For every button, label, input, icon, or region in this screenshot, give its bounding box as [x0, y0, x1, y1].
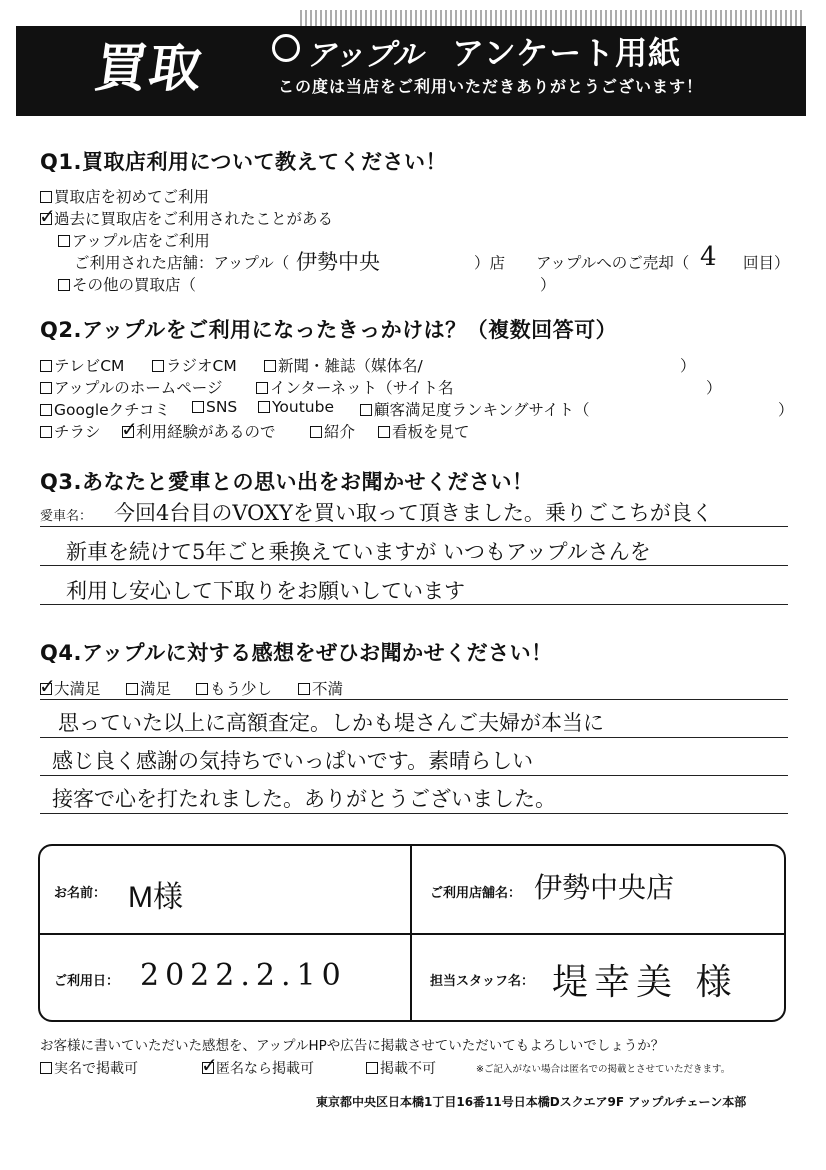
q3-rule-1 — [40, 526, 788, 527]
q1-title: Q1.買取店利用について教えてください！ — [40, 150, 448, 174]
q4-title: Q4.アップルに対する感想をぜひお聞かせください！ — [40, 641, 553, 665]
q2-title: Q2.アップルをご利用になったきっかけは？（複数回答可） — [40, 318, 618, 342]
q2-signboard-label: 看板を見て — [392, 423, 470, 441]
q4-unsatisfied-label: 不満 — [312, 680, 344, 698]
q2-newspaper-label: 新聞・雑誌（媒体名/ — [278, 357, 423, 375]
q4-answer-line2[interactable]: 感じ良く感謝の気持ちでいっぱいです。素晴らしい — [52, 749, 534, 773]
q1-count-value[interactable]: 4 — [700, 242, 717, 272]
checkbox-signboard[interactable] — [378, 426, 390, 438]
checkbox-experience[interactable] — [121, 417, 138, 441]
apple-logo-text: アップル — [306, 38, 423, 73]
name-label: お名前： — [54, 886, 107, 901]
q4-satisfied-label: 満足 — [140, 680, 172, 698]
anonymous-label: 匿名なら掲載可 — [216, 1061, 314, 1077]
survey-title: アンケート用紙 — [452, 34, 682, 72]
q4-rule-0 — [40, 699, 788, 700]
q2-option-experience[interactable] — [121, 417, 276, 442]
q3-answer-line3[interactable]: 利用し安心して下取りをお願いしています — [66, 579, 465, 603]
checkbox-tvcm[interactable] — [40, 360, 52, 372]
q1-option-first[interactable] — [40, 185, 209, 207]
check-mark-icon: ✓ — [121, 417, 138, 441]
q2-option-newspaper[interactable] — [264, 354, 423, 376]
q3-car-label: 愛車名： — [40, 509, 93, 524]
q2-homepage-label: アップルのホームページ — [54, 379, 223, 397]
kaitori-heading: 買取 — [91, 39, 208, 99]
q2-google-label: Googleクチコミ — [54, 401, 171, 419]
q1-option-apple-label: アップル店をご利用 — [72, 232, 210, 250]
q2-option-tvcm[interactable] — [40, 354, 124, 376]
name-value[interactable]: M様 — [128, 881, 183, 914]
q2-option-sns[interactable] — [192, 398, 237, 416]
apple-logo-icon — [272, 34, 300, 62]
q4-option-unsatisfied[interactable] — [298, 677, 343, 699]
checkbox-apple[interactable] — [58, 235, 70, 247]
q1-option-other-label: その他の買取店（ — [72, 276, 197, 294]
q1-count-suffix: 回目） — [743, 254, 790, 272]
footer-address: 東京都中央区日本橋1丁目16番11号日本橋Dスクエア9F アップルチェーン本部 — [316, 1095, 747, 1109]
checkbox-satisfied[interactable] — [126, 683, 138, 695]
q1-option-other[interactable] — [58, 273, 196, 295]
q2-option-flyer[interactable] — [40, 420, 101, 442]
checkbox-real-name[interactable] — [40, 1062, 52, 1074]
q2-option-homepage[interactable] — [40, 376, 223, 398]
checkbox-radiocm[interactable] — [152, 360, 164, 372]
q2-internet-label: インターネット（サイト名 — [270, 379, 454, 397]
q4-rule-3 — [40, 813, 788, 814]
checkbox-google[interactable] — [40, 404, 52, 416]
checkbox-youtube[interactable] — [258, 401, 270, 413]
q2-referral-label: 紹介 — [324, 423, 356, 441]
q2-tvcm-label: テレビCM — [54, 357, 125, 375]
q1-option-first-label: 買取店を初めてご利用 — [54, 188, 210, 206]
publish-question: お客様に書いていただいた感想を、アップルHPや広告に掲載させていただいてもよろしいでしょうか？ — [40, 1038, 665, 1054]
q4-answer-line3[interactable]: 接客で心を打たれました。ありがとうございました。 — [52, 787, 556, 811]
publish-option-anonymous[interactable] — [201, 1053, 314, 1078]
check-mark-icon: ✓ — [39, 674, 56, 698]
checkbox-sns[interactable] — [192, 401, 204, 413]
store-name-value[interactable]: 伊勢中央店 — [534, 871, 675, 904]
q1-count-label: アップルへのご売却（ — [536, 254, 690, 272]
staff-value[interactable]: 堤幸美 様 — [552, 962, 738, 1003]
q2-ranking-close: ） — [778, 401, 794, 419]
q2-option-youtube[interactable] — [258, 398, 334, 416]
real-name-label: 実名で掲載可 — [54, 1061, 138, 1077]
q1-other-close: ） — [540, 276, 556, 294]
q2-option-google[interactable] — [40, 398, 170, 420]
q1-option-apple[interactable] — [58, 229, 210, 251]
q1-option-past[interactable] — [39, 204, 334, 229]
thanks-message: この度は当店をご利用いただきありがとうございます！ — [278, 77, 704, 96]
q1-store-suffix: ）店 — [474, 254, 506, 272]
q4-option-little-more[interactable] — [196, 677, 272, 699]
checkbox-anonymous[interactable] — [201, 1053, 218, 1077]
checkbox-little-more[interactable] — [196, 683, 208, 695]
store-name-label: ご利用店舗名： — [430, 886, 522, 901]
q2-radiocm-label: ラジオCM — [166, 357, 237, 375]
checkbox-flyer[interactable] — [40, 426, 52, 438]
checkbox-first[interactable] — [40, 191, 52, 203]
check-mark-icon: ✓ — [39, 204, 56, 228]
q2-experience-label: 利用経験があるので — [136, 423, 276, 441]
q1-option-past-label: 過去に買取店をご利用されたことがある — [54, 210, 334, 228]
publish-option-none[interactable] — [366, 1058, 436, 1078]
checkbox-newspaper[interactable] — [264, 360, 276, 372]
publish-note: ※ご記入がない場合は匿名での掲載とさせていただきます。 — [476, 1064, 731, 1075]
q4-option-very-satisfied[interactable] — [39, 674, 101, 699]
q1-store-label: ご利用された店舗：アップル（ — [74, 254, 290, 272]
q4-answer-line1[interactable]: 思っていた以上に高額査定。しかも堤さんご夫婦が本当に — [58, 711, 604, 735]
q2-internet-close: ） — [706, 379, 722, 397]
q2-youtube-label: Youtube — [272, 398, 334, 416]
q2-ranking-label: 顧客満足度ランキングサイト（ — [374, 401, 590, 419]
q3-rule-3 — [40, 604, 788, 605]
checkbox-very-satisfied[interactable] — [39, 674, 56, 698]
q2-option-internet[interactable] — [256, 376, 454, 398]
card-divider-horizontal — [38, 933, 786, 935]
no-publish-label: 掲載不可 — [380, 1061, 436, 1077]
q2-flyer-label: チラシ — [54, 423, 101, 441]
checkbox-referral[interactable] — [310, 426, 322, 438]
q3-rule-2 — [40, 565, 788, 566]
checkbox-internet[interactable] — [256, 382, 268, 394]
publish-option-real-name[interactable] — [40, 1058, 138, 1078]
q3-answer-line2[interactable]: 新車を続けて5年ごと乗換えていますが いつもアップルさんを — [66, 540, 651, 564]
checkbox-ranking[interactable] — [360, 404, 372, 416]
date-label: ご利用日： — [54, 974, 120, 989]
q4-rule-1 — [40, 737, 788, 738]
checkbox-homepage[interactable] — [40, 382, 52, 394]
date-value[interactable]: 2022.2.10 — [140, 958, 347, 993]
checkbox-no-publish[interactable] — [366, 1062, 378, 1074]
staff-label: 担当スタッフ名： — [430, 974, 535, 989]
checkbox-other[interactable] — [58, 279, 70, 291]
check-mark-icon: ✓ — [201, 1053, 218, 1077]
q4-option-satisfied[interactable] — [126, 677, 171, 699]
q1-store-value[interactable]: 伊勢中央 — [296, 250, 380, 274]
q4-little-more-label: もう少し — [210, 680, 273, 698]
checkbox-past[interactable] — [39, 204, 56, 228]
q2-option-ranking[interactable] — [360, 398, 589, 420]
q3-answer-line1[interactable]: 今回4台目のVOXYを買い取って頂きました。乗りごこちが良く — [114, 501, 713, 525]
q4-rule-2 — [40, 775, 788, 776]
q2-option-radiocm[interactable] — [152, 354, 237, 376]
q2-option-referral[interactable] — [310, 420, 355, 442]
checkbox-unsatisfied[interactable] — [298, 683, 310, 695]
q2-newspaper-close: ） — [680, 357, 696, 375]
q3-title: Q3.あなたと愛車との思い出をお聞かせください！ — [40, 470, 534, 494]
q2-option-signboard[interactable] — [378, 420, 470, 442]
q4-very-satisfied-label: 大満足 — [54, 680, 101, 698]
q2-sns-label: SNS — [206, 398, 238, 416]
